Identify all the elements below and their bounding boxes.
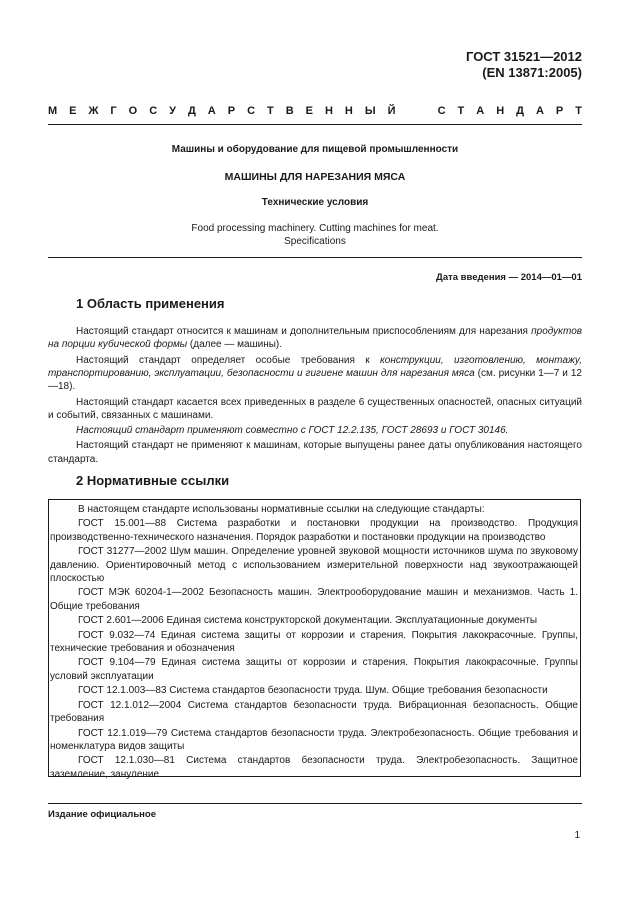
section1-body xyxy=(48,325,582,468)
heading-letter: Й xyxy=(387,105,396,117)
heading-letter: В xyxy=(285,105,294,117)
doc-title: МАШИНЫ ДЛЯ НАРЕЗАНИЯ МЯСА xyxy=(224,171,406,183)
heading-letter xyxy=(408,105,411,117)
text-run: Настоящий стандарт определяет особые требования к xyxy=(76,354,381,366)
doc-title-en xyxy=(48,222,582,248)
doc-subtitle: Машины и оборудование для пищевой промышленности xyxy=(171,144,459,155)
heading-letter: Е xyxy=(69,105,77,117)
heading-letter: У xyxy=(169,105,176,117)
text-run: Настоящий стандарт относится к машинам и дополнительным приспособлениям для нарезания xyxy=(76,326,532,337)
heading-letter: Р xyxy=(227,105,236,117)
heading-letter: А xyxy=(207,105,216,117)
reference-item: ГОСТ 12.1.012—2004 Система стандартов безопасности труда. Вибрационная безопасность. Общие требования xyxy=(50,699,578,725)
heading-letter: Г xyxy=(110,105,117,117)
header-rule xyxy=(48,124,582,125)
heading-letter: С xyxy=(247,105,256,117)
title-rule xyxy=(48,257,582,258)
heading-letter: М xyxy=(48,105,58,117)
heading-letter: Д xyxy=(516,105,524,117)
standard-code-en: (EN 13871:2005) xyxy=(482,65,582,80)
italic-run: продуктов на порции кубической формы xyxy=(48,326,582,351)
reference-item: ГОСТ 12.1.019—79 Система стандартов безопасности труда. Электробезопасность. Общие требования и номенклатура видов защиты xyxy=(50,727,578,752)
section1-paragraph xyxy=(48,325,582,352)
heading-letter: А xyxy=(535,105,544,117)
section1-heading: 1 Область применения xyxy=(76,296,225,311)
reference-item: ГОСТ 2.601—2006 Единая система конструкторской документации. Эксплуатационные документы xyxy=(78,615,538,627)
reference-item: ГОСТ 9.104—79 Единая система защиты от коррозии и старения. Покрытия лакокрасочные. Группы условий эксплуатации xyxy=(50,657,578,682)
reference-item: В настоящем стандарте использованы нормативные ссылки на следующие стандарты: xyxy=(78,504,485,515)
section2-heading: 2 Нормативные ссылки xyxy=(76,473,230,488)
heading-letter: Ж xyxy=(88,105,99,117)
heading-letter xyxy=(423,105,426,117)
standard-code xyxy=(466,49,582,81)
footer-rule xyxy=(48,803,582,804)
heading-letter: Т xyxy=(575,105,582,117)
reference-item: ГОСТ 31277—2002 Шум машин. Определение уровней звуковой мощности источников шума по звуковому давлению. Ориентировочный метод с использованием измерительной поверхности над звукоотражающей плоскостью xyxy=(50,546,578,585)
heading-letter: Н xyxy=(344,105,353,117)
heading-letter: А xyxy=(476,105,485,117)
references-list xyxy=(50,503,578,782)
doc-title-en-line1: Food processing machinery. Cutting machines for meat. xyxy=(191,223,439,234)
heading-letter: Т xyxy=(267,105,274,117)
text-run: (см. рисунки 1—7 и 12—18). xyxy=(48,368,582,393)
official-edition-label: Издание официальное xyxy=(48,809,156,820)
italic-run: конструкции, изготовлению, монтажу, транспортированию, эксплуатации, безопасности и гигиене машин для нарезания мяса xyxy=(48,354,582,380)
text-run: (далее — машины). xyxy=(187,339,283,351)
page-number: 1 xyxy=(574,830,580,841)
reference-item: ГОСТ 9.032—74 Единая система защиты от коррозии и старения. Покрытия лакокрасочные. Группы, технические требования и обозначения xyxy=(50,629,578,655)
heading-letter: Н xyxy=(324,105,333,117)
reference-item: ГОСТ 12.1.030—81 Система стандартов безопасности труда. Электробезопасность. Защитное заземление, зануление xyxy=(50,755,578,780)
heading-letter: Ы xyxy=(364,105,376,117)
section1-paragraph xyxy=(48,424,582,437)
doc-conditions: Технические условия xyxy=(261,197,369,208)
heading-letter: Е xyxy=(305,105,313,117)
heading-letter: Н xyxy=(496,105,505,117)
section1-paragraph xyxy=(48,354,582,394)
reference-item: ГОСТ МЭК 60204-1—2002 Безопасность машин. Электрооборудование машин и механизмов. Часть 1. Общие требования xyxy=(50,587,578,612)
italic-run: Настоящий стандарт применяют совместно с ГОСТ 12.2.135, ГОСТ 28693 и ГОСТ 30146. xyxy=(76,425,509,437)
heading-letter: О xyxy=(128,105,138,117)
standard-type-heading xyxy=(48,105,582,117)
heading-letter: Д xyxy=(187,105,196,117)
standard-code-ru: ГОСТ 31521—2012 xyxy=(466,49,582,64)
heading-letter: С xyxy=(437,105,446,117)
reference-item: ГОСТ 15.001—88 Система разработки и постановки продукции на производство. Продукция производственно-технического назначения. Порядок разработки и постановки продукции на производство xyxy=(50,518,578,543)
reference-item: ГОСТ 12.1.003—83 Система стандартов безопасности труда. Шум. Общие требования безопасности xyxy=(78,685,548,697)
section1-paragraph: Настоящий стандарт касается всех приведенных в разделе 6 существенных опасностей, опасных ситуаций и событий, связанных с машинами. xyxy=(48,396,582,422)
date-introduction: Дата введения — 2014—01—01 xyxy=(436,272,582,283)
heading-letter: С xyxy=(149,105,158,117)
section1-paragraph: Настоящий стандарт не применяют к машинам, которые выпущены ранее даты опубликования настоящего стандарта. xyxy=(48,440,582,465)
doc-title-en-line2: Specifications xyxy=(284,236,346,247)
heading-letter: Р xyxy=(555,105,564,117)
heading-letter: Т xyxy=(457,105,465,117)
